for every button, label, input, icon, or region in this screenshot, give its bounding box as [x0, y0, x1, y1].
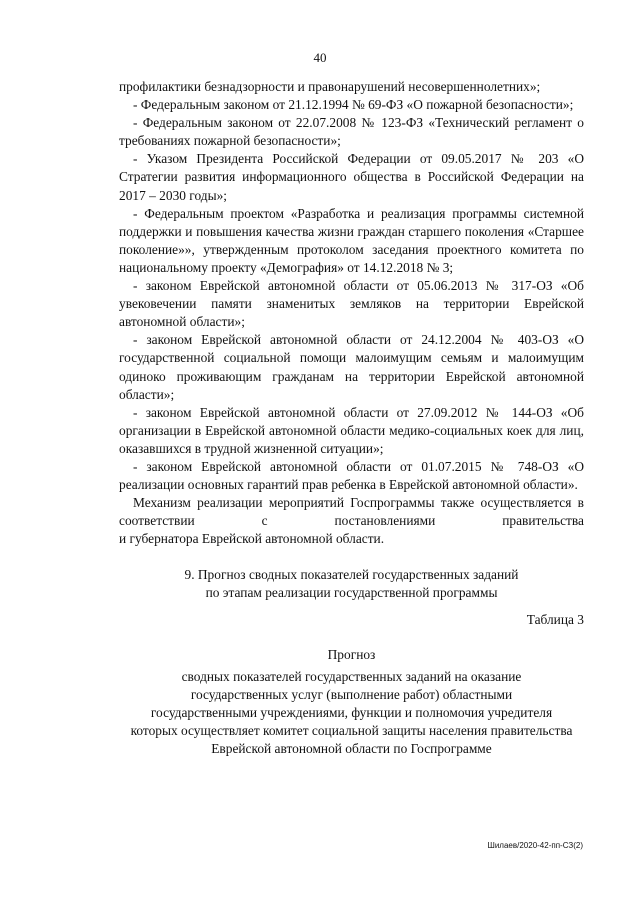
- table-label: Таблица 3: [526, 612, 584, 627]
- mechanism-paragraph-end: и губернатора Еврейской автономной области.: [119, 531, 385, 547]
- law-item-regional-144: - законом Еврейской автономной области от 27.09.2012 № 144-ОЗ «Об организации в Еврейской автономной области медико-социальных коек для лиц, оказавшихся в трудной жизненной ситуации»;: [119, 404, 584, 456]
- law-item-federal-project: - Федеральным проектом «Разработка и реализация программы системной поддержки и повышения качества жизни граждан старшего поколения «Старшее поколение»», утвержденным протоколом заседания проектного комитета по национальному проекту «Демография» от 14.12.2018 № 3;: [119, 205, 584, 275]
- prognoz-line-1: сводных показателей государственных заданий на оказание: [181, 669, 522, 685]
- legal-basis-text: [119, 78, 584, 548]
- law-item-technical-regulation: - Федеральным законом от 22.07.2008 № 123-ФЗ «Технический регламент о требованиях пожарной безопасности»;: [119, 115, 584, 149]
- law-item-presidential-decree: - Указом Президента Российской Федерации от 09.05.2017 № 203 «О Стратегии развития информационного общества в Российской Федерации на 2017 – 2030 годы»;: [119, 151, 584, 203]
- prognoz-line-2: государственных услуг (выполнение работ) областными: [190, 687, 513, 703]
- law-item-regional-748: - законом Еврейской автономной области от 01.07.2015 № 748-ОЗ «О реализации основных гарантий прав ребенка в Еврейской автономной области».: [119, 458, 584, 493]
- section-heading-line-1: 9. Прогноз сводных показателей государственных заданий: [184, 567, 519, 582]
- page-number: 40: [313, 50, 327, 65]
- document-code: Шилаев/2020-42-пп-СЗ(2): [487, 841, 583, 850]
- law-item-regional-403: - законом Еврейской автономной области от 24.12.2004 № 403-ОЗ «О государственной социальной помощи малоимущим семьям и малоимущим одиноко проживающим гражданам на территории Еврейской автономной области»;: [119, 332, 584, 402]
- prognoz-line-3: государственными учреждениями, функции и полномочия учредителя: [150, 705, 553, 721]
- section-heading-line-2: по этапам реализации государственной программы: [205, 585, 498, 601]
- law-item-fire-safety: - Федеральным законом от 21.12.1994 № 69-ФЗ «О пожарной безопасности»;: [133, 97, 574, 113]
- paragraph-continuation: профилактики безнадзорности и правонарушений несовершеннолетних»;: [119, 79, 541, 94]
- prognoz-line-4: которых осуществляет комитет социальной защиты населения правительства: [130, 723, 573, 739]
- law-item-regional-317: - законом Еврейской автономной области от 05.06.2013 № 317-ОЗ «Об увековечении памяти знаменитых земляков на территории Еврейской автономной области»;: [119, 278, 584, 330]
- prognoz-line-5: Еврейской автономной области по Госпрограмме: [211, 741, 492, 757]
- prognoz-heading: [119, 646, 584, 759]
- prognoz-title: Прогноз: [327, 647, 376, 662]
- mechanism-paragraph: Механизм реализации мероприятий Госпрограммы также осуществляется в соответствии с постановлениями правительства: [119, 495, 584, 529]
- section-heading: [119, 566, 584, 602]
